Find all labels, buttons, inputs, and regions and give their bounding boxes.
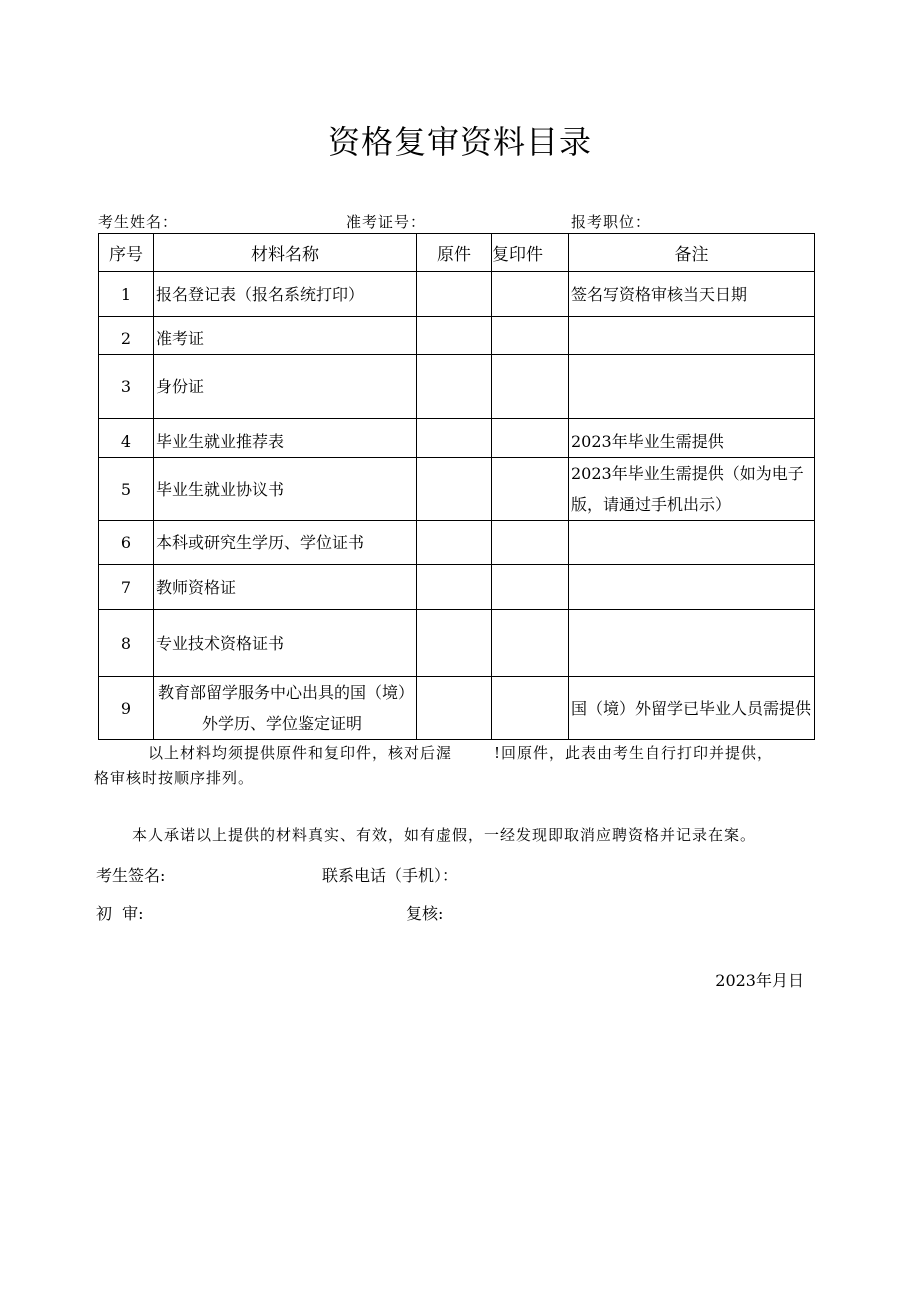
note-line1-right: !回原件，此表由考生自行打印并提供， — [494, 744, 774, 762]
table-row — [99, 272, 815, 317]
row-no: 1 — [99, 272, 154, 317]
row-note — [569, 521, 815, 565]
row-no: 3 — [99, 355, 154, 419]
first-review-label: 初 审: — [96, 904, 144, 923]
row-no: 8 — [99, 610, 154, 677]
row-no: 2 — [99, 317, 154, 355]
row-original — [417, 677, 492, 740]
row-no: 4 — [99, 419, 154, 458]
row-name: 毕业生就业推荐表 — [154, 419, 417, 458]
ticket-number-label: 准考证号： — [346, 213, 427, 231]
row-original — [417, 565, 492, 610]
row-original — [417, 419, 492, 458]
row-note: 2023年毕业生需提供（如为电子版，请通过手机出示） — [569, 458, 815, 521]
materials-table — [98, 233, 815, 740]
table-row — [99, 521, 815, 565]
phone-label: 联系电话（手机）： — [322, 866, 459, 885]
table-row — [99, 565, 815, 610]
table-header-row — [99, 234, 815, 272]
row-note — [569, 610, 815, 677]
header-original: 原件 — [417, 234, 492, 272]
table-row — [99, 317, 815, 355]
row-no: 9 — [99, 677, 154, 740]
row-copy — [492, 458, 569, 521]
position-label: 报考职位： — [571, 213, 652, 231]
row-no: 6 — [99, 521, 154, 565]
header-name: 材料名称 — [154, 234, 417, 272]
row-copy — [492, 419, 569, 458]
row-copy — [492, 565, 569, 610]
row-original — [417, 272, 492, 317]
row-original — [417, 521, 492, 565]
row-copy — [492, 677, 569, 740]
row-copy — [492, 610, 569, 677]
row-name: 准考证 — [154, 317, 417, 355]
table-row — [99, 355, 815, 419]
table-row — [99, 677, 815, 740]
note-line1-left: 以上材料均须提供原件和复印件，核对后渥 — [148, 744, 453, 762]
row-copy — [492, 317, 569, 355]
row-original — [417, 458, 492, 521]
row-original — [417, 610, 492, 677]
row-note — [569, 565, 815, 610]
page-title: 资格复审资料目录 — [327, 123, 592, 161]
table-row — [99, 458, 815, 521]
row-name: 毕业生就业协议书 — [154, 458, 417, 521]
row-name: 教师资格证 — [154, 565, 417, 610]
header-note: 备注 — [569, 234, 815, 272]
row-name: 本科或研究生学历、学位证书 — [154, 521, 417, 565]
row-name: 报名登记表（报名系统打印） — [154, 272, 417, 317]
second-review-label: 复核: — [406, 904, 444, 923]
row-note — [569, 355, 815, 419]
pledge-statement: 本人承诺以上提供的材料真实、有效，如有虚假，一经发现即取消应聘资格并记录在案。 — [132, 826, 757, 844]
date-line: 2023年月日 — [715, 971, 804, 990]
note-line2: 格审核时按顺序排列。 — [94, 769, 255, 787]
row-copy — [492, 355, 569, 419]
row-original — [417, 317, 492, 355]
row-note: 2023年毕业生需提供 — [569, 419, 815, 458]
row-note: 签名写资格审核当天日期 — [569, 272, 815, 317]
table-row — [99, 610, 815, 677]
row-no: 5 — [99, 458, 154, 521]
row-name: 身份证 — [154, 355, 417, 419]
table-row — [99, 419, 815, 458]
candidate-signature-label: 考生签名: — [96, 866, 166, 885]
row-name: 教育部留学服务中心出具的国（境）外学历、学位鉴定证明 — [154, 677, 417, 740]
header-copy: 复印件 — [492, 234, 569, 272]
candidate-name-label: 考生姓名： — [98, 213, 179, 231]
row-name: 专业技术资格证书 — [154, 610, 417, 677]
header-no: 序号 — [99, 234, 154, 272]
row-original — [417, 355, 492, 419]
row-no: 7 — [99, 565, 154, 610]
row-copy — [492, 272, 569, 317]
row-note: 国（境）外留学已毕业人员需提供 — [569, 677, 815, 740]
row-copy — [492, 521, 569, 565]
row-note — [569, 317, 815, 355]
